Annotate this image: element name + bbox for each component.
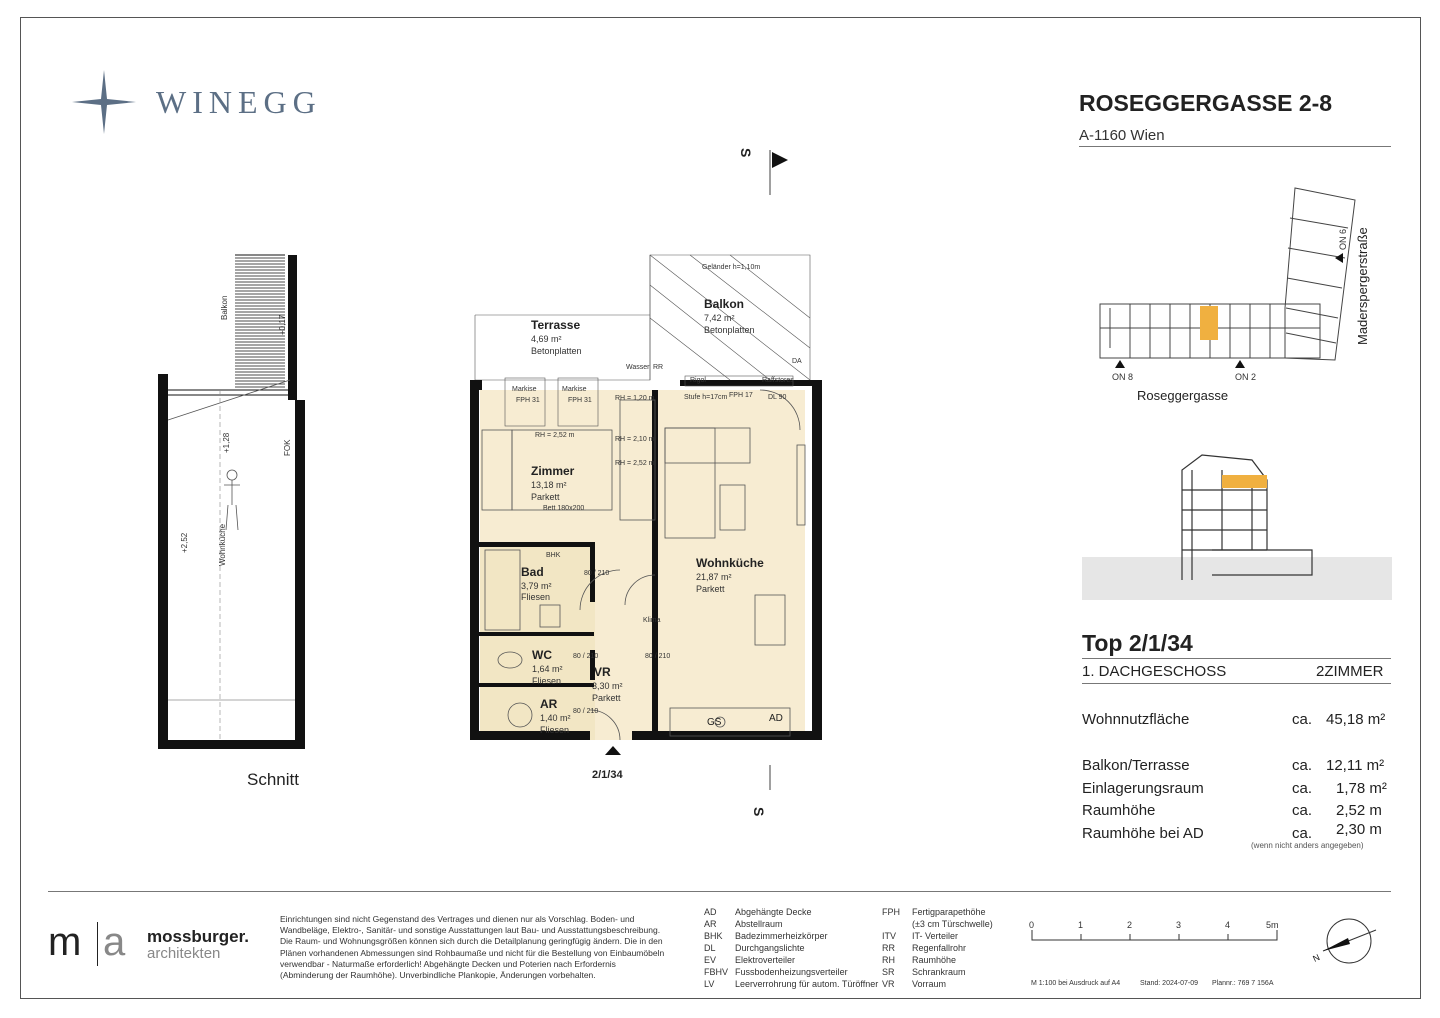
project-title: ROSEGGERGASSE 2-8 [1079, 90, 1333, 116]
row-label: Raumhöhe bei AD [1082, 825, 1204, 842]
legend-text: Leerverrohrung für autom. Türöffner [735, 979, 879, 989]
annotation: Raffstores [762, 377, 794, 384]
entrance-arrow-icon [605, 746, 621, 755]
divider [1082, 658, 1391, 659]
legend-text: Badezimmerheizkörper [735, 931, 828, 941]
row-ca: ca. [1292, 825, 1313, 842]
stand-date: Stand: 2024-07-09 [1140, 980, 1198, 987]
room-area: 1,40 m² [540, 713, 571, 723]
room-floor: Betonplatten [531, 346, 582, 356]
legend-text: Schrankraum [912, 967, 966, 977]
entrance-marker-icon [1335, 253, 1343, 263]
legend-text: Regenfallrohr [912, 943, 967, 953]
legend-abbr: LV [704, 979, 715, 989]
entrance-marker-icon [1115, 360, 1125, 368]
annotation: 80 / 210 [573, 653, 599, 660]
room-area: 4,69 m² [531, 334, 562, 344]
row-value: 2,52 m [1336, 802, 1382, 819]
room-name: VR [594, 665, 611, 679]
annotation: Rigol [690, 377, 706, 384]
legend-abbr: FPH [882, 907, 900, 917]
section-marker-bottom: S [751, 807, 767, 817]
room-floor: Fliesen [540, 725, 570, 735]
unit-highlight [1200, 306, 1218, 340]
annotation: Klima [643, 617, 661, 624]
row-ca: ca. [1292, 757, 1313, 774]
firm-logo-a: a [103, 920, 126, 964]
floor-plan [470, 150, 830, 790]
annotation: BHK [546, 552, 561, 559]
room-floor: Parkett [592, 693, 621, 703]
scale-tick: 5m [1266, 920, 1279, 930]
footer-divider [48, 891, 1391, 892]
legend-abbr: RR [882, 943, 895, 953]
street-roseggergasse: Roseggergasse [1137, 388, 1229, 403]
firm-sub: architekten [147, 945, 221, 962]
annotation: RH = 1,20 m [615, 395, 655, 402]
room-name: WC [532, 648, 552, 662]
annotation: 80 / 210 [645, 653, 671, 660]
room-name: Zimmer [531, 464, 575, 478]
row-label: Einlagerungsraum [1082, 780, 1204, 797]
row-value: 12,11 m² [1326, 757, 1385, 774]
legend-text: Abgehängte Decke [735, 907, 812, 917]
annotation: Stufe h=17cm [684, 394, 728, 401]
room-floor: Fliesen [532, 676, 562, 686]
section-wohnkueche: Wohnküche [218, 523, 227, 566]
annotation: Markise [562, 386, 587, 393]
legend-text: Fussbodenheizungsverteiler [735, 967, 848, 977]
legend-abbr: AD [704, 907, 717, 917]
site-label-on2: ON 2 [1235, 372, 1257, 382]
scale-tick: 3 [1176, 920, 1182, 930]
entrance-label: 2/1/34 [592, 769, 623, 781]
row-ca: ca. [1292, 802, 1313, 819]
firm-logo-m: m [48, 920, 82, 964]
annotation: Markise [512, 386, 537, 393]
room-floor: Parkett [531, 492, 560, 502]
annotation: Wasser [626, 364, 650, 371]
annotation: RH = 2,52 m [535, 432, 575, 439]
entrance-marker-icon [1235, 360, 1245, 368]
room-area: 7,42 m² [704, 313, 735, 323]
legend-abbr: FBHV [704, 967, 729, 977]
room-floor: Fliesen [521, 592, 551, 602]
annotation: Geländer h=1,10m [702, 264, 761, 271]
unit-highlight [1222, 475, 1267, 488]
section-marker-top: S [738, 148, 754, 158]
annotation: RH = 2,52 m [615, 460, 655, 467]
room-name: AR [540, 697, 558, 711]
annotation: FPH 31 [516, 397, 540, 404]
room-floor: Betonplatten [704, 325, 755, 335]
person-figure-icon [224, 470, 240, 530]
north-label: N [1311, 952, 1322, 964]
project-city: A-1160 Wien [1079, 127, 1165, 144]
legend-abbr: DL [704, 943, 716, 953]
scale-tick: 0 [1029, 920, 1035, 930]
firm-logo-divider [97, 922, 98, 966]
site-label-on6: ON 6 [1338, 228, 1348, 250]
legend-abbr: RH [882, 955, 895, 965]
legend-abbr: EV [704, 955, 717, 965]
section-title: Schnitt [247, 770, 299, 789]
compass-star-logo-icon [72, 70, 136, 134]
scale-note: M 1:100 bei Ausdruck auf A4 [1031, 980, 1121, 987]
row-ca: ca. [1292, 780, 1313, 797]
annotation: FPH 17 [729, 392, 753, 399]
north-arrow-icon [1318, 916, 1380, 966]
room-area: 1,64 m² [532, 664, 563, 674]
section-level-128: +1,28 [222, 432, 231, 453]
legend-text: Elektroverteiler [735, 955, 796, 965]
row-ca: ca. [1292, 711, 1313, 728]
room-area: 3,30 m² [592, 681, 623, 691]
legend-abbr: VR [882, 979, 895, 989]
unit-type: 2ZIMMER [1316, 663, 1384, 680]
room-floor: Parkett [696, 584, 725, 594]
unit-top: Top 2/1/34 [1082, 630, 1193, 656]
row-value: 2,30 m [1336, 821, 1382, 838]
scale-tick: 1 [1078, 920, 1084, 930]
room-area: 13,18 m² [531, 480, 567, 490]
unit-floor: 1. DACHGESCHOSS [1082, 663, 1227, 680]
legend-text: IT- Verteiler [912, 931, 959, 941]
legend-abbr: AR [704, 919, 717, 929]
plan-number: Plannr.: 769 7 156A [1212, 980, 1274, 987]
scale-bar [1030, 928, 1280, 944]
room-name: Wohnküche [696, 556, 764, 570]
annotation: AD [769, 713, 783, 724]
row-label: Raumhöhe [1082, 802, 1156, 819]
building-section-thumbnail [1082, 450, 1392, 600]
legend-text: Fertigparapethöhe [912, 907, 986, 917]
section-drawing [150, 250, 320, 755]
section-balkon: Balkon [220, 295, 229, 320]
firm-name: mossburger. [147, 927, 250, 946]
annotation: 80 / 210 [573, 708, 599, 715]
room-name: Balkon [704, 297, 745, 311]
section-level-252: +2,52 [180, 532, 189, 553]
disclaimer: Einrichtungen sind nicht Gegenstand des Vertrages und dienen nur als Vorschlag. Boden- und Wandbeläge, Elektro-, Sanitär- und sonstige Ausstattungen laut Bau- und Ausstattungsbeschreibung. Die Raum- und Wohnungsgrößen können sich durch die Detailplanung geringfügig ändern. Die in den Plänen vorhandenen Abmessungen sind Rohbaumaße und nicht für die Bestellung von Einbaumöbeln verwendbar - Naturmaße erforderlich! Abgehängte Decken und Poterien nach Erfordernis (Abminderung der Raumhöhe). Unverbindliche Plankopie, Änderungen vorbehalten. [280, 914, 665, 981]
room-name: Terrasse [531, 318, 581, 332]
legend-text: Durchgangslichte [735, 943, 805, 953]
legend-abbr: SR [882, 967, 895, 977]
section-level-017: +0,17 [278, 314, 287, 335]
room-area: 21,87 m² [696, 572, 732, 582]
legend-abbr: BHK [704, 931, 723, 941]
section-arrow-icon [772, 152, 788, 168]
row-value: 45,18 m² [1326, 711, 1386, 728]
row-label: Wohnnutzfläche [1082, 711, 1190, 728]
annotation: RH = 2,10 m [615, 436, 655, 443]
annotation: DL 90 [768, 394, 787, 401]
legend-abbr: ITV [882, 931, 897, 941]
scale-tick: 4 [1225, 920, 1231, 930]
brand-name: WINEGG [156, 84, 322, 120]
legend-text: Raumhöhe [912, 955, 957, 965]
street-maderspergerstrasse: Maderspergerstraße [1355, 227, 1370, 345]
row-label: Balkon/Terrasse [1082, 757, 1190, 774]
legend-text: (±3 cm Türschwelle) [912, 919, 993, 929]
annotation: Bett 180x200 [543, 505, 585, 512]
annotation: GS [707, 717, 722, 728]
annotation: RR [653, 364, 664, 371]
annotation: DA [792, 358, 802, 365]
divider [1082, 683, 1391, 684]
section-fok: FOK [283, 439, 292, 456]
room-area: 3,79 m² [521, 581, 552, 591]
divider [1079, 146, 1391, 147]
site-label-on8: ON 8 [1112, 372, 1134, 382]
annotation: 80 / 210 [584, 570, 610, 577]
annotation: FPH 31 [568, 397, 592, 404]
legend-text: Vorraum [912, 979, 947, 989]
scale-tick: 2 [1127, 920, 1133, 930]
row-value: 1,78 m² [1336, 780, 1387, 797]
unit-note: (wenn nicht anders angegeben) [1251, 841, 1364, 850]
room-name: Bad [521, 565, 544, 579]
legend-text: Abstellraum [735, 919, 783, 929]
